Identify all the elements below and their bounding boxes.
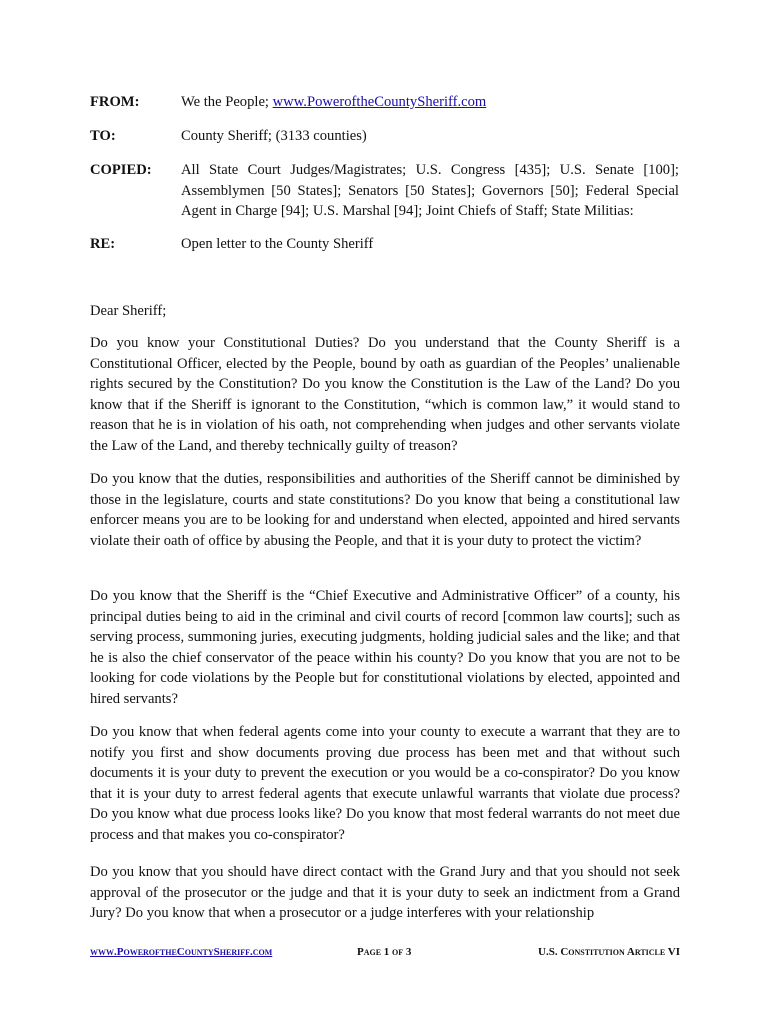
from-website-link[interactable]: www.PoweroftheCountySheriff.com <box>272 94 487 110</box>
to-label: TO: <box>90 128 116 144</box>
paragraph: Do you know that the Sheriff is the “Chief Executive and Administrative Officer” of a county, his principal duties being to aid in the criminal and civil courts of record [common law courts]; such as serving process, summoning juries, executing judgments, holding judicial sales and the like; and that he is also the chief conservator of the peace within his county? Do you know that you are not to be looking for code violations by the People but for constitutional violations by elected, appointed and hired servants? <box>90 588 680 707</box>
paragraph: Do you know your Constitutional Duties? Do you understand that the County Sheriff is a Constitutional Officer, elected by the People, bound by oath as guardian of the Peoples’ unalienable rights secured by the Constitution? Do you know the Constitution is the Law of the Land? Do you know that if the Sheriff is ignorant to the Constitution, “which is common law,” it would stand to reason that he is in violation of his oath, not comprehending when judges and other servants violate the Law of the Land, and thereby technically guilty of treason? <box>90 335 680 454</box>
page-footer <box>90 946 680 962</box>
paragraph: Do you know that you should have direct contact with the Grand Jury and that you should not seek approval of the prosecutor or the judge and that it is your duty to seek an indictment from a Grand Jury? Do you know that when a prosecutor or a judge interferes with your relationship <box>90 864 680 922</box>
footer-page-number: Page 1 of 3 <box>357 946 412 958</box>
to-value: County Sheriff; (3133 counties) <box>181 128 367 144</box>
from-label: FROM: <box>90 94 140 110</box>
salutation: Dear Sheriff; <box>90 303 167 319</box>
copied-label: COPIED: <box>90 162 152 178</box>
re-value: Open letter to the County Sheriff <box>181 236 374 252</box>
re-label: RE: <box>90 236 116 252</box>
from-prefix: We the People; <box>181 94 273 110</box>
from-value <box>181 92 679 112</box>
paragraph: Do you know that when federal agents come into your county to execute a warrant that they are to notify you first and show documents proving due process has been met and that without such documents it is your duty to prevent the execution or you would be a co-conspirator? Do you know that it is your duty to arrest federal agents that execute unlawful warrants that violate due process? Do you know what due process looks like? Do you know that most federal warrants do not meet due process and that makes you co-conspirator? <box>90 724 680 843</box>
footer-website-link[interactable]: www.PoweroftheCountySheriff.com <box>90 946 273 958</box>
paragraph: Do you know that the duties, responsibilities and authorities of the Sheriff cannot be diminished by those in the legislature, courts and state constitutions? Do you know that being a constitutional law enforcer means you are to be looking for and understand when elected, appointed and hired servants violate their oath of office by abusing the People, and that it is your duty to protect the victim? <box>90 471 680 549</box>
footer-article-reference: U.S. Constitution Article VI <box>538 946 680 958</box>
copied-value: All State Court Judges/Magistrates; U.S. Congress [435]; U.S. Senate [100]; Assemblymen [50 States]; Senators [50 States]; Governors [50]; Federal Special Agent in Charge [94]; U.S. Marshal [94]; Joint Chiefs of Staff; State Militias: <box>181 162 679 219</box>
